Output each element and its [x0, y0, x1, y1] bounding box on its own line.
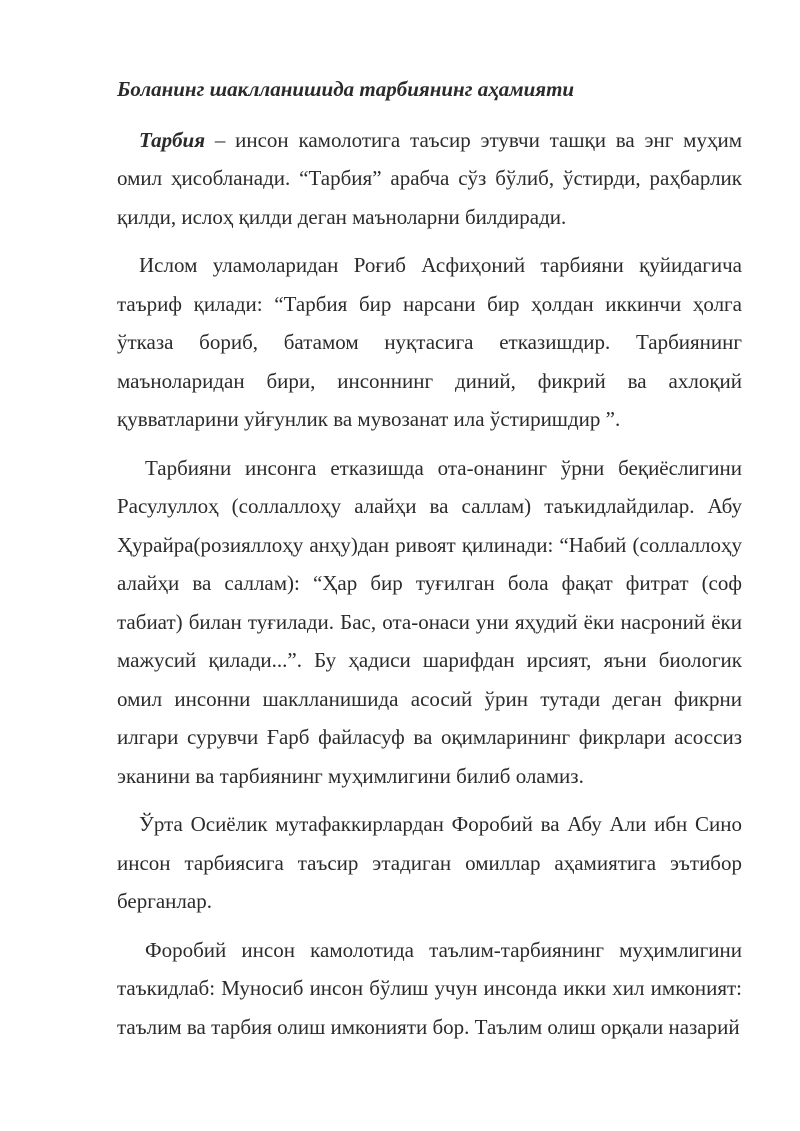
paragraph-definition [117, 121, 742, 237]
paragraph-4: Ўрта Осиёлик мутафаккирлардан Форобий ва Абу Али ибн Сино инсон тарбиясига таъсир этадиган омиллар аҳамиятига эътибор берганлар. [117, 812, 742, 913]
term-tarbiya: Тарбия [139, 127, 206, 152]
paragraph-3: Тарбияни инсонга етказишда ота-онанинг ўрни беқиёслигини Расулуллоҳ (соллаллоҳу алайҳи ва саллам) таъкидлайдилар. Абу Ҳурайра(розияллоҳу анҳу)дан ривоят қилинади: “Набий (соллаллоҳу алайҳи ва саллам): “Ҳар бир туғилган бола фақат фитрат (соф табиат) билан туғилади. Бас, ота-онаси уни яҳудий ёки насроний ёки мажусий қилади...”. Бу ҳадиси шарифдан ирсият, яъни биологик омил инсонни шаклланишида асосий ўрин тутади деган фикрни илгари сурувчи Ғарб файласуф ва оқимларининг фикрлари асоссиз эканини ва тарбиянинг муҳимлигини билиб оламиз. [117, 455, 742, 788]
title-bold-part: тарбиянинг аҳамияти [359, 77, 575, 101]
paragraph-5: Форобий инсон камолотида таълим-тарбиянинг муҳимлигини таъкидлаб: Муносиб инсон бўлиш учун инсонда икки хил имконият: таълим ва тарбия олиш имконияти бор. Таълим олиш орқали назарий [117, 937, 742, 1039]
document-page [117, 70, 742, 1056]
paragraph-1-text: – инсон камолотига таъсир этувчи ташқи ва энг муҳим омил ҳисобланади. “Тарбия” арабча сўз бўлиб, ўстирди, раҳбарлик қилди, ислоҳ қилди деган маъноларни билдиради. [117, 127, 742, 229]
paragraph-2: Ислом уламоларидан Роғиб Асфиҳоний тарбияни қуйидагича таъриф қилади: “Тарбия бир нарсани бир ҳолдан иккинчи ҳолга ўтказа бориб, батамом нуқтасига етказишдир. Тарбиянинг маъноларидан бири, инсоннинг диний, фикрий ва ахлоқий қувватларини уйғунлик ва мувозанат ила ўстиришдир ”. [117, 253, 742, 431]
title-italic-part: Боланинг шаклланишида [117, 77, 355, 101]
document-title [117, 70, 742, 109]
